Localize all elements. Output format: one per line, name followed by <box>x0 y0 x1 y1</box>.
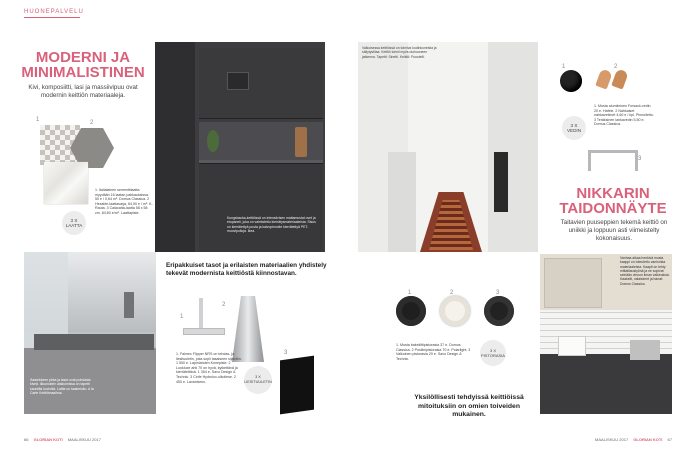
knob-badge <box>562 116 586 140</box>
section-rule <box>24 17 80 18</box>
hood-label-1: 1 <box>180 314 184 320</box>
headline-line2: MINIMALISTINEN <box>21 64 145 81</box>
tile-label-2: 2 <box>90 120 94 126</box>
middle-headline: Eripakkuiset tasot ja erilaisten materiaalien yhdistely tekevät modernista keittiöstä kiinnostavan. <box>166 262 327 278</box>
hood-badge-label: LIESITUULETIN <box>244 380 272 384</box>
knob-label-3: 3 <box>638 156 642 162</box>
knob-label-1: 1 <box>562 64 566 70</box>
right-page-number: 67 <box>667 437 672 442</box>
leather-pull-image-1 <box>595 68 612 89</box>
right-headline-line2: TAIDONNÄYTE <box>559 200 667 217</box>
hood-badge-count: 3 X <box>255 375 261 379</box>
black-hood-image <box>280 356 314 415</box>
black-knob-image <box>560 70 582 92</box>
knob-caption: 1. Musta alumiininen Forsack-vedin 20 e. Hafele. 2 Nahkaiset nahkavetimet 4,60 e / kpl. Pinnoitettu. 3 Teräksinen lankavedin 5,50 e. Domus Classica. <box>594 104 654 127</box>
tile-caption: 1. Italialainen sementtilaatta myydään 16 laatan pakkauksissa. 50 e / 0,64 m². Domus Classica. 2 Hexable-laattasarja, 64,90 e / m². K-Rauta. 3 Calacatta-laatta 58 x 58 cm, 84,60 e/m². Laattapiste. <box>95 188 153 215</box>
headline <box>18 50 148 80</box>
gray-kitchen-caption: Saarekkeen pinta ja tasot ovat puhdasta kiveä. Ikkunoiden alakulmissa on tapetti kauniilla kuvioilla. Lattia on kaakeloitu. A la Carte Keittiömaailma. <box>30 378 94 395</box>
leather-pull-image-2 <box>611 68 628 89</box>
right-footer-brand: GLORIAN KOTI <box>633 437 663 442</box>
left-footer-issue: MAALISKUU 2017 <box>67 437 101 442</box>
tile-badge <box>62 211 86 235</box>
tile-label-1: 1 <box>36 117 40 123</box>
right-intro: Taitavien puuseppien tekemä keittiö on uniikki ja loppuun asti viimeistelty kokonaisuus. <box>560 219 668 242</box>
left-footer <box>24 437 101 442</box>
section-label: HUONEPALVELU <box>24 9 84 15</box>
socket-label-3: 3 <box>496 290 500 296</box>
tile-badge-label: LAATTA <box>65 223 83 228</box>
dark-cabinet-caption: Vanhaa aikaa henkivä musta kaappi on toteutettu vanhoista materiaaleista. Kaapit on tehty mittatilaustyönä ja ne sopivat seinään vinoon ilman vaikeuksia. Kaakelit, valaisimet ja hanat: Domus Classica. <box>620 256 670 286</box>
porcelain-socket-image <box>440 296 470 326</box>
dark-cabinet-kitchen-photo <box>540 254 672 414</box>
intro-text: Kivi, komposiitti, lasi ja massiivipuu ovat modernin keittiön materiaaleja. <box>28 84 138 99</box>
marble-tile-swatch <box>44 162 88 204</box>
flat-hood-image <box>183 298 226 342</box>
white-socket-image <box>484 296 514 326</box>
white-kitchen-caption: Valkoisessa keittiössä on toimiva kodinkoneista ja säilytystilaa. Keittiö toimii myös olohuoneen jatkeena. Tapetti: Sinetti. Keittiö: Puustelli. <box>362 46 437 59</box>
socket-caption: 1. Musta bakeliittipistorasia 37 e. Domus Classica. 2 Posliinipistorasia 70 e. Polarlight. 3 Valkoinen pistorasia 29 e. Savo Design & Technic. <box>396 343 471 361</box>
socket-label-2: 2 <box>450 290 454 296</box>
knob-badge-count: 3 X <box>570 123 578 128</box>
white-kitchen-photo <box>358 42 538 252</box>
left-footer-brand: GLORIAN KOTI <box>33 437 63 442</box>
gray-kitchen-photo <box>24 252 156 414</box>
right-page <box>348 0 696 450</box>
socket-badge-count: 3 X <box>489 348 496 353</box>
hood-label-2: 2 <box>222 302 226 308</box>
right-footer <box>595 437 672 442</box>
black-socket-image <box>396 296 426 326</box>
knob-label-2: 2 <box>614 64 618 70</box>
dark-kitchen-photo <box>155 42 325 252</box>
bottom-quote: Yksilöllisesti tehdyissä keittiöissä mitoituksiin on omien toiveiden mukainen. <box>414 394 524 419</box>
left-page-number: 66 <box>24 437 29 442</box>
hood-label-3: 3 <box>284 350 288 356</box>
socket-label-1: 1 <box>408 290 412 296</box>
hood-caption: 1. Falmec Flipper NRS on tehdas- ja liesituuletin, joka sopii tasaiseen sijaintiin. 1 550 e. Lapinlahden Konepiste. 2 Lookluxe ahti 70 on hyvä, kytkettävä ja kierrätettävä. 1 354 e. Savo Design & Technic. 3 Cinfe Hydrolux-ulkoliese. 2 450 e. Lavantamo. <box>176 352 242 384</box>
right-headline <box>548 186 678 216</box>
headline-line1: MODERNI JA <box>35 49 131 66</box>
socket-badge-label: PISTORASIA <box>481 353 505 358</box>
hood-badge <box>244 366 272 394</box>
tile-badge-count: 3 X <box>70 218 78 223</box>
steel-handle-image <box>588 150 638 171</box>
knob-badge-label: VEDIN <box>566 128 582 133</box>
right-footer-issue: MAALISKUU 2017 <box>595 437 629 442</box>
dark-kitchen-caption: Kungsbacka-keittiössä on intensiivisen mattamustat ovet ja etupaneli, joka on valmistettu kierrätysmateriaaleista. Sisus on kierrätettyä puuta ja kalvopinnoite kierrätettyä PET-muovipulloja. Ikea. <box>227 216 316 233</box>
right-headline-line1: NIKKARIN <box>576 185 650 202</box>
socket-badge <box>480 340 506 366</box>
